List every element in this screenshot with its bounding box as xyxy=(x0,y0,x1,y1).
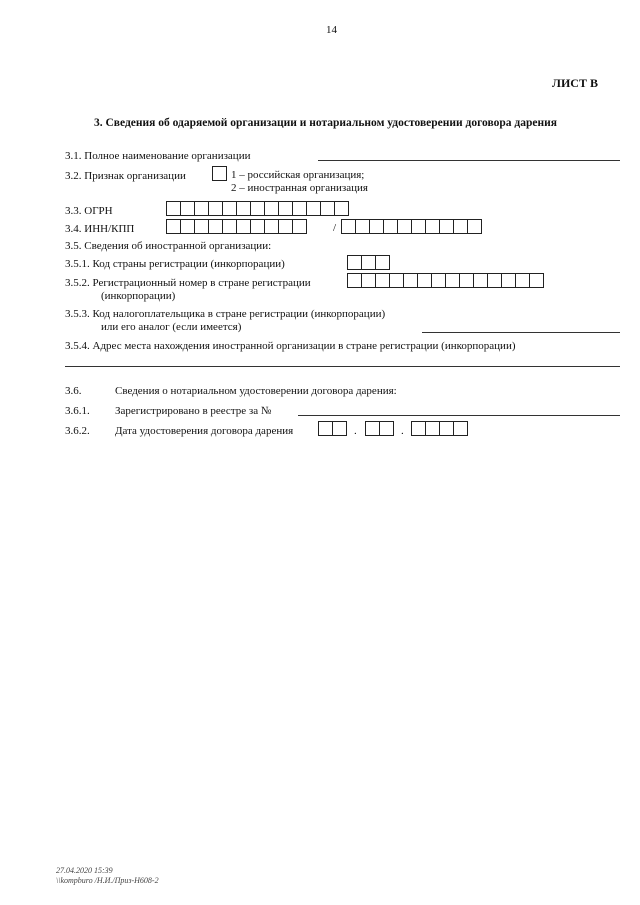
taxpayer-code-label: 3.5.3. Код налогоплательщика в стране регистрации (инкорпорации) xyxy=(65,308,386,320)
footer-path: \\kompburo /Н.И./Приз-Н608-2 xyxy=(56,876,159,885)
inn-cells[interactable] xyxy=(166,219,307,235)
registry-number-input-line[interactable] xyxy=(298,415,620,416)
sheet-label: ЛИСТ В xyxy=(552,76,598,90)
full-name-label: 3.1. Полное наименование организации xyxy=(65,150,251,162)
country-code-cells[interactable] xyxy=(347,255,390,271)
date-separator-1: . xyxy=(354,425,357,437)
registry-number-num: 3.6.1. xyxy=(65,405,90,417)
org-type-option-2: 2 – иностранная организация xyxy=(231,182,368,194)
date-month-cells[interactable] xyxy=(365,421,394,437)
foreign-address-label: 3.5.4. Адрес места нахождения иностранной организации в стране регистрации (инкорпорации) xyxy=(65,340,516,352)
page-number: 14 xyxy=(326,24,337,36)
inn-kpp-label: 3.4. ИНН/КПП xyxy=(65,223,135,235)
kpp-cells[interactable] xyxy=(341,219,482,235)
notary-section-label: Сведения о нотариальном удостоверении договора дарения: xyxy=(115,385,397,397)
foreign-org-label: 3.5. Сведения об иностранной организации: xyxy=(65,240,272,252)
taxpayer-code-label-cont: или его аналог (если имеется) xyxy=(101,321,242,333)
org-type-cell[interactable] xyxy=(212,166,227,182)
org-type-label: 3.2. Признак организации xyxy=(65,170,186,182)
reg-number-label-cont: (инкорпорации) xyxy=(101,290,176,302)
certification-date-num: 3.6.2. xyxy=(65,425,90,437)
foreign-address-input-line[interactable] xyxy=(65,366,620,367)
ogrn-label: 3.3. ОГРН xyxy=(65,205,113,217)
org-type-option-1: 1 – российская организация; xyxy=(231,169,365,181)
date-day-cells[interactable] xyxy=(318,421,347,437)
section-title: 3. Сведения об одаряемой организации и нотариальном удостоверении договора дарения xyxy=(94,117,557,129)
inn-kpp-separator: / xyxy=(333,222,337,234)
reg-number-cells[interactable] xyxy=(347,273,544,289)
date-separator-2: . xyxy=(401,425,404,437)
reg-number-label: 3.5.2. Регистрационный номер в стране регистрации xyxy=(65,277,311,289)
full-name-input-line[interactable] xyxy=(318,160,620,161)
notary-section-number: 3.6. xyxy=(65,385,82,397)
certification-date-label: Дата удостоверения договора дарения xyxy=(115,425,294,437)
country-code-label: 3.5.1. Код страны регистрации (инкорпорации) xyxy=(65,258,285,270)
date-year-cells[interactable] xyxy=(411,421,468,437)
footer-timestamp: 27.04.2020 15:39 xyxy=(56,866,113,875)
ogrn-cells[interactable] xyxy=(166,201,349,217)
registry-number-label: Зарегистрировано в реестре за № xyxy=(115,405,272,417)
taxpayer-code-input-line[interactable] xyxy=(422,332,620,333)
